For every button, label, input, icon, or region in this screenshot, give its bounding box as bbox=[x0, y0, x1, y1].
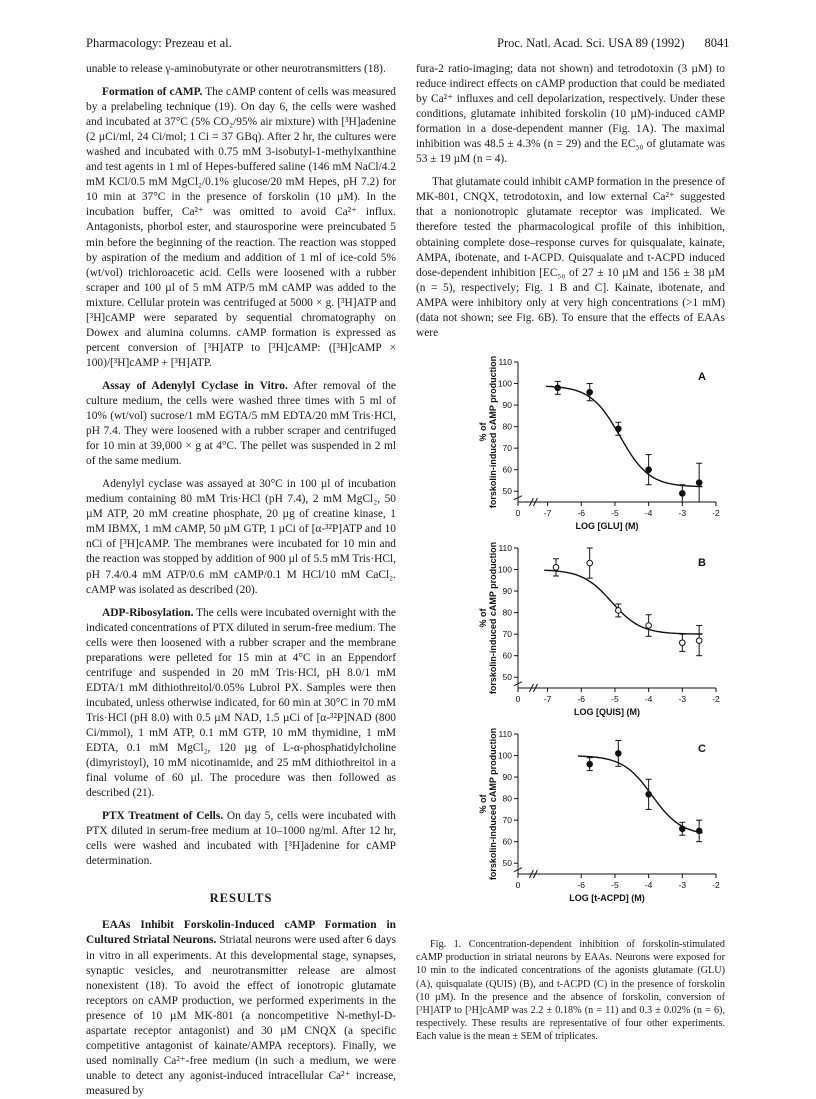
y-tick-label: 110 bbox=[498, 357, 512, 367]
data-point bbox=[680, 640, 686, 646]
paragraph-body: On day 5, cells were incubated with PTX diluted in serum-free medium at 10–1000 ng/ml. After 12 hr, cells were washed and incubated with [³H]adenine for cAMP determination. bbox=[86, 810, 396, 868]
x-tick-label: -4 bbox=[644, 880, 653, 890]
x-tick-label: 0 bbox=[515, 508, 521, 518]
y-tick-label: 110 bbox=[498, 729, 512, 739]
right-column bbox=[416, 62, 725, 341]
data-point bbox=[553, 565, 559, 571]
x-tick-label: -3 bbox=[678, 508, 687, 518]
x-axis-label: LOG [QUIS] (M) bbox=[574, 707, 640, 717]
x-tick-label: -6 bbox=[577, 880, 586, 890]
paragraph: That glutamate could inhibit cAMP formation in the presence of MK-801, CNQX, tetrodotoxin, and low external Ca²⁺ suggested that a nonionotropic glutamate receptor was implicated. We therefore tested the pharmacological profile of this inhibition, obtaining complete dose–response curves for quisqualate, kainate, AMPA, ibotenate, and t-ACPD. Quisqualate and t-ACPD induced dose-dependent inhibition [EC₅₀ of 27 ± 10 µM and 156 ± 38 µM (n = 5), respectively; Fig. 1 B and C]. Kainate, ibotenate, and AMPA were inhibitory only at very high concentrations (>1 mM) (data not shown; see Fig. 6B). To ensure that the effects of EAAs were bbox=[416, 176, 725, 339]
data-point bbox=[587, 389, 593, 395]
figure-panel-c bbox=[466, 724, 726, 904]
paragraph: fura-2 ratio-imaging; data not shown) and tetrodotoxin (3 µM) to reduce indirect effects on cAMP production that could be mediated by Ca²⁺ influxes and cell depolarization, respectively. Under these conditions, glutamate inhibited forskolin (10 µM)-induced cAMP formation in a dose-dependent manner (Fig. 1A). The maximal inhibition was 48.5 ± 4.3% (n = 29) and the EC₅₀ of glutamate was 53 ± 19 µM (n = 4). bbox=[416, 63, 725, 166]
y-axis-label bbox=[478, 728, 498, 880]
x-tick-label: -7 bbox=[543, 694, 552, 704]
x-tick-label: -2 bbox=[712, 508, 720, 518]
data-point bbox=[680, 491, 686, 497]
running-header-right bbox=[497, 36, 729, 51]
x-tick-label: -5 bbox=[611, 508, 619, 518]
x-tick-label: -3 bbox=[678, 694, 687, 704]
data-point bbox=[587, 560, 593, 566]
x-tick-label: -2 bbox=[712, 694, 720, 704]
data-point bbox=[616, 608, 622, 614]
x-axis-label: LOG [t-ACPD] (M) bbox=[569, 893, 645, 903]
data-point bbox=[680, 826, 686, 832]
page-number: 8041 bbox=[704, 36, 730, 50]
paragraph: Adenylyl cyclase was assayed at 30°C in 100 µl of incubation medium containing 80 mM Tris·HCl (pH 7.4), 2 mM MgCl₂, 50 µM ATP, 20 mM creatine phosphate, 20 µg of creatine kinase, 1 mM IBMX, 1 mM cAMP, 50 µM GTP, 1 µCi of [α-³²P]ATP and 10 nCi of [³H]cAMP. The membranes were incubated for 10 min and the reaction was stopped by addition of 900 µl of 5.5 mM Tris·HCl, pH 7.4/0.4 mM ATP/0.6 mM cAMP/0.1 M HCl/10 mM CaCl₂. cAMP was isolated as described (20). bbox=[86, 478, 396, 596]
y-axis-label-line: forskolin-induced cAMP production bbox=[488, 541, 498, 695]
run-in-heading: ADP-Ribosylation. bbox=[102, 606, 194, 619]
fit-curve bbox=[546, 386, 703, 486]
data-point bbox=[616, 426, 622, 432]
y-tick-label: 70 bbox=[502, 815, 512, 826]
paragraph-adp bbox=[86, 606, 396, 802]
paragraph-body: The cAMP content of cells was measured by a prelabeling technique (19). On day 6, the cells were washed and incubated at 37°C (5% CO₂/95% air mixture) with [³H]adenine (2 µCi/ml, 24 Ci/mol; 1 Ci = 37 GBq). After 2 hr, the cultures were washed and incubated with 0.75 mM 3-isobutyl-1-methylxanthine and test agents in 1 ml of Hepes-buffered saline (146 mM NaCl/4.2 mM KCl/0.5 mM MgCl₂/0.1% glucose/20 mM Hepes, pH 7.2) for 10 min at 37°C in the presence of forskolin (10 µM). In the incubation buffer, Ca²⁺ was omitted to avoid Ca²⁺ influx. Antagonists, phorbol ester, and staurosporine were preincubated 5 min before the beginning of the reaction. The reaction was stopped by aspiration of the medium and addition of 1 ml of ice-cold 5% (wt/vol) trichloroacetic acid. Cells were loosened with a rubber scraper and 100 µl of 5 mM ATP/5 mM cAMP was added to the mixture. Cellular protein was centrifuged at 5000 × g. [³H]ATP and [³H]cAMP were separated by sequential chromatography on Dowex and alumina columns. cAMP formation is expressed as percent conversion of [³H]ATP to [³H]cAMP: ([³H]cAMP × 100)/[³H]cAMP + [³H]ATP. bbox=[86, 86, 397, 369]
run-in-heading: PTX Treatment of Cells. bbox=[102, 810, 224, 823]
x-tick-label: 0 bbox=[515, 880, 521, 890]
y-tick-label: 50 bbox=[502, 672, 512, 683]
y-axis-label-line: % of bbox=[478, 608, 488, 628]
chart-a bbox=[466, 352, 726, 532]
run-in-heading: Assay of Adenylyl Cyclase in Vitro. bbox=[102, 379, 288, 392]
paragraph-assay bbox=[86, 379, 396, 469]
y-tick-label: 60 bbox=[502, 464, 512, 475]
y-axis-label-line: forskolin-induced cAMP production bbox=[488, 355, 498, 509]
chart-c bbox=[466, 724, 726, 904]
panel-letter: C bbox=[698, 743, 706, 755]
y-tick-label: 80 bbox=[502, 793, 512, 804]
figure-panel-a bbox=[466, 352, 726, 532]
x-axis-label: LOG [GLU] (M) bbox=[575, 521, 639, 531]
run-in-heading: EAAs Inhibit Forskolin-Induced cAMP Formation in Cultured Striatal Neurons. bbox=[86, 919, 396, 947]
y-tick-label: 70 bbox=[502, 443, 512, 454]
y-tick-label: 70 bbox=[502, 629, 512, 640]
data-point bbox=[696, 480, 702, 486]
y-tick-label: 90 bbox=[502, 586, 512, 597]
x-tick-label: -5 bbox=[611, 880, 619, 890]
paragraph: unable to release γ-aminobutyrate or other neurotransmitters (18). bbox=[86, 63, 386, 75]
y-tick-label: 100 bbox=[497, 750, 512, 761]
y-tick-label: 80 bbox=[502, 607, 512, 618]
section-title: RESULTS bbox=[209, 891, 273, 906]
data-point bbox=[696, 638, 702, 644]
caption-text: Fig. 1. Concentration-dependent inhibition of forskolin-stimulated cAMP production in striatal neurons by EAAs. Neurons were exposed for 10 min to the indicated concentrations of the agonists glutamate (GLU) (A), quisqualate (QUIS) (B), and t-ACPD (C) in the presence of forskolin (10 µM). In the presence and the absence of forskolin, conversion of [³H]ATP to [³H]cAMP was 2.2 ± 0.18% (n = 11) and 0.3 ± 0.02% (n = 6), respectively. These results are representative of four other experiments. Each value is the mean ± SEM of triplicates. bbox=[416, 939, 725, 1043]
y-axis-label-line: % of bbox=[478, 422, 488, 442]
data-point bbox=[555, 385, 561, 391]
fit-curve bbox=[578, 756, 703, 833]
paragraph-ptx bbox=[86, 809, 396, 869]
data-point bbox=[646, 467, 652, 473]
x-tick-label: 0 bbox=[515, 694, 521, 704]
run-in-heading: Formation of cAMP. bbox=[102, 86, 203, 99]
y-tick-label: 60 bbox=[502, 836, 512, 847]
y-tick-label: 80 bbox=[502, 421, 512, 432]
y-tick-label: 90 bbox=[502, 772, 512, 783]
y-tick-label: 50 bbox=[502, 486, 512, 497]
data-point bbox=[646, 792, 652, 798]
data-point bbox=[587, 761, 593, 767]
left-column bbox=[86, 62, 396, 1099]
paragraph-camp bbox=[86, 85, 396, 371]
x-tick-label: -7 bbox=[543, 508, 552, 518]
y-axis-label-line: % of bbox=[478, 794, 488, 814]
paragraph-body: Striatal neurons were used after 6 days in vitro in all experiments. At this developmental stage, synapses, synaptic vesicles, and neurotransmitter release are almost nonexistent (18). To avoid the effect of ionotropic glutamate receptors on cAMP production, we performed experiments in the presence of 10 µM MK-801 (a noncompetitive N-methyl-D-aspartate receptor antagonist) and 30 µM CNQX (a specific competitive antagonist of kainate/AMPA receptors). Finally, we used nominally Ca²⁺-free medium (in such a medium, we were unable to detect any agonist-induced intracellular Ca²⁺ increase, measured by bbox=[86, 934, 397, 1097]
chart-b bbox=[466, 538, 726, 718]
y-tick-label: 100 bbox=[497, 564, 512, 575]
fit-curve bbox=[544, 570, 702, 634]
y-tick-label: 50 bbox=[502, 858, 512, 869]
paragraph-body: After removal of the culture medium, the cells were washed three times with 5 ml of 10% (wt/vol) sucrose/1 mM EGTA/5 mM EDTA/20 mM Tris·HCl, pH 7.4. They were loosened with a rubber scraper and centrifuged for 10 min at 39,000 × g at 4°C. The pellet was suspended in 2 ml of the same medium. bbox=[86, 379, 396, 468]
data-point bbox=[646, 623, 652, 629]
data-point bbox=[696, 828, 702, 834]
x-tick-label: -3 bbox=[678, 880, 687, 890]
x-tick-label: -4 bbox=[644, 694, 653, 704]
running-header-left: Pharmacology: Prezeau et al. bbox=[86, 36, 232, 50]
x-tick-label: -2 bbox=[712, 880, 720, 890]
y-tick-label: 100 bbox=[497, 378, 512, 389]
figure-caption bbox=[416, 938, 725, 1044]
paragraph-eaa bbox=[86, 918, 396, 1099]
y-tick-label: 110 bbox=[498, 543, 512, 553]
y-tick-label: 90 bbox=[502, 400, 512, 411]
x-tick-label: -6 bbox=[577, 694, 586, 704]
y-axis-label bbox=[478, 542, 498, 694]
data-point bbox=[616, 751, 622, 757]
paragraph-body: The cells were incubated overnight with the indicated concentrations of PTX diluted in serum-free medium. The cells were then loosened with a rubber scraper and the membrane preparations were pelleted for 15 min at 4°C in an Eppendorf centrifuge and suspended in 20 mM Tris·HCl, pH 8.0/1 mM EDTA/1 mM dithiothreitol/0.05% Lubrol PX. Samples were then incubated, unless otherwise indicated, for 60 min at 30°C in 70 mM Tris·HCl (pH 8.0) with 0.5 µM NAD, 1.5 µCi of [α-³²P]NAD (800 Ci/mmol), 1 mM ATP, 0.1 mM GTP, 10 mM thymidine, 1 mM EDTA, 0.1 mM MgCl₂, 120 µg of L-α-phosphatidylcholine (dimyristoyl), 10 mM nicotinamide, and 25 mM dithiothreitol in a final volume of 60 µl. The procedure was then followed as described (21). bbox=[86, 606, 396, 800]
figure-panel-b bbox=[466, 538, 726, 718]
panel-letter: B bbox=[698, 557, 706, 569]
x-tick-label: -5 bbox=[611, 694, 619, 704]
y-axis-label-line: forskolin-induced cAMP production bbox=[488, 727, 498, 881]
journal-citation: Proc. Natl. Acad. Sci. USA 89 (1992) bbox=[497, 36, 685, 50]
y-tick-label: 60 bbox=[502, 650, 512, 661]
x-tick-label: -4 bbox=[644, 508, 653, 518]
panel-letter: A bbox=[698, 371, 706, 383]
y-axis-label bbox=[478, 356, 498, 508]
x-tick-label: -6 bbox=[577, 508, 586, 518]
